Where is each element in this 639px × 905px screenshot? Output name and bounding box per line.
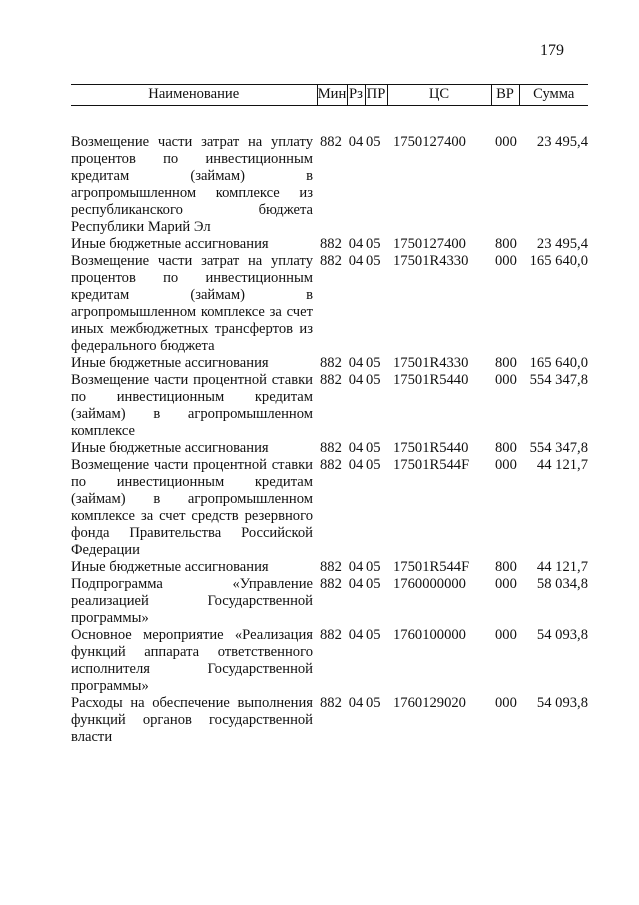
row-cs: 1750127400 bbox=[393, 236, 466, 252]
table-row bbox=[71, 576, 588, 627]
row-pr: 05 bbox=[366, 134, 381, 150]
row-vr: 800 bbox=[495, 355, 517, 371]
row-name: Иные бюджетные ассигнования bbox=[71, 355, 269, 371]
row-rz: 04 bbox=[348, 253, 364, 269]
header-min: Мин bbox=[317, 85, 347, 106]
row-rz: 04 bbox=[348, 134, 364, 150]
row-cs: 17501R4330 bbox=[393, 253, 469, 269]
header-rz: Рз bbox=[347, 85, 365, 106]
row-cs: 1750127400 bbox=[393, 134, 466, 150]
table-row bbox=[71, 559, 588, 576]
row-pr: 05 bbox=[366, 440, 381, 456]
header-pr: ПР bbox=[365, 85, 387, 106]
row-cs: 17501R5440 bbox=[393, 440, 469, 456]
row-sum: 44 121,7 bbox=[536, 559, 588, 575]
row-min: 882 bbox=[320, 440, 342, 456]
row-pr: 05 bbox=[366, 559, 381, 575]
row-name: Возмещение части затрат на уплату процентов по инвестиционным кредитам (займам) в агропромышленном комплексе из республиканского бюджета Республики Марий Эл bbox=[71, 134, 313, 235]
row-sum: 54 093,8 bbox=[536, 627, 588, 643]
row-sum: 554 347,8 bbox=[529, 440, 588, 456]
row-vr: 000 bbox=[495, 372, 517, 388]
row-vr: 800 bbox=[495, 236, 517, 252]
row-rz: 04 bbox=[348, 627, 364, 643]
row-rz: 04 bbox=[348, 355, 364, 371]
table-row bbox=[71, 236, 588, 253]
table-row bbox=[71, 372, 588, 440]
row-cs: 17501R5440 bbox=[393, 372, 469, 388]
table-row bbox=[71, 627, 588, 695]
table-header bbox=[71, 85, 588, 106]
row-vr: 000 bbox=[495, 627, 517, 643]
row-sum: 165 640,0 bbox=[529, 253, 588, 269]
budget-table bbox=[71, 84, 588, 746]
row-cs: 1760129020 bbox=[393, 695, 466, 711]
header-vr: ВР bbox=[491, 85, 519, 106]
row-min: 882 bbox=[320, 134, 342, 150]
row-cs: 17501R544F bbox=[393, 457, 470, 473]
row-name: Расходы на обеспечение выполнения функций органов государственной власти bbox=[71, 695, 313, 745]
table-row bbox=[71, 106, 588, 237]
row-name: Возмещение части затрат на уплату процентов по инвестиционным кредитам (займам) в агропромышленном комплексе за счет иных межбюджетных трансфертов из федерального бюджета bbox=[71, 253, 313, 354]
table-row bbox=[71, 440, 588, 457]
row-min: 882 bbox=[320, 236, 342, 252]
row-name: Возмещение части процентной ставки по инвестиционным кредитам (займам) в агропромышленном комплексе bbox=[71, 372, 313, 439]
row-vr: 000 bbox=[495, 695, 517, 711]
row-sum: 54 093,8 bbox=[536, 695, 588, 711]
row-rz: 04 bbox=[348, 457, 364, 473]
row-name: Иные бюджетные ассигнования bbox=[71, 559, 269, 575]
row-pr: 05 bbox=[366, 236, 381, 252]
table-body bbox=[71, 106, 588, 747]
row-min: 882 bbox=[320, 576, 342, 592]
header-cs: ЦС bbox=[387, 85, 491, 106]
header-name: Наименование bbox=[71, 85, 317, 106]
row-rz: 04 bbox=[348, 236, 364, 252]
row-min: 882 bbox=[320, 355, 342, 371]
row-name: Возмещение части процентной ставки по инвестиционным кредитам (займам) в агропромышленном комплексе за счет средств резервного фонда Правительства Российской Федерации bbox=[71, 457, 313, 558]
row-min: 882 bbox=[320, 559, 342, 575]
row-rz: 04 bbox=[348, 440, 364, 456]
page-number: 179 bbox=[540, 42, 564, 59]
row-pr: 05 bbox=[366, 372, 381, 388]
row-rz: 04 bbox=[348, 576, 364, 592]
row-sum: 554 347,8 bbox=[529, 372, 588, 388]
row-vr: 000 bbox=[495, 457, 517, 473]
table-row bbox=[71, 253, 588, 355]
row-vr: 800 bbox=[495, 559, 517, 575]
row-cs: 17501R4330 bbox=[393, 355, 469, 371]
row-sum: 58 034,8 bbox=[536, 576, 588, 592]
row-cs: 1760000000 bbox=[393, 576, 466, 592]
row-name: Подпрограмма «Управление реализацией Государственной программы» bbox=[71, 576, 313, 626]
row-sum: 23 495,4 bbox=[536, 134, 588, 150]
row-pr: 05 bbox=[366, 253, 381, 269]
row-name: Иные бюджетные ассигнования bbox=[71, 236, 269, 252]
table-row bbox=[71, 457, 588, 559]
row-min: 882 bbox=[320, 627, 342, 643]
row-pr: 05 bbox=[366, 576, 381, 592]
table-row bbox=[71, 355, 588, 372]
row-vr: 000 bbox=[495, 134, 517, 150]
row-rz: 04 bbox=[348, 559, 364, 575]
row-name: Основное мероприятие «Реализация функций аппарата ответственного исполнителя Государственной программы» bbox=[71, 627, 313, 694]
row-vr: 000 bbox=[495, 576, 517, 592]
row-vr: 000 bbox=[495, 253, 517, 269]
row-pr: 05 bbox=[366, 457, 381, 473]
table-row bbox=[71, 695, 588, 746]
row-min: 882 bbox=[320, 253, 342, 269]
row-pr: 05 bbox=[366, 695, 381, 711]
row-pr: 05 bbox=[366, 355, 381, 371]
row-min: 882 bbox=[320, 457, 342, 473]
row-rz: 04 bbox=[348, 372, 364, 388]
row-sum: 165 640,0 bbox=[529, 355, 588, 371]
row-pr: 05 bbox=[366, 627, 381, 643]
row-cs: 17501R544F bbox=[393, 559, 470, 575]
row-vr: 800 bbox=[495, 440, 517, 456]
row-min: 882 bbox=[320, 372, 342, 388]
row-name: Иные бюджетные ассигнования bbox=[71, 440, 269, 456]
row-min: 882 bbox=[320, 695, 342, 711]
row-rz: 04 bbox=[348, 695, 364, 711]
header-sum: Сумма bbox=[519, 85, 588, 106]
row-sum: 44 121,7 bbox=[536, 457, 588, 473]
row-sum: 23 495,4 bbox=[536, 236, 588, 252]
row-cs: 1760100000 bbox=[393, 627, 466, 643]
